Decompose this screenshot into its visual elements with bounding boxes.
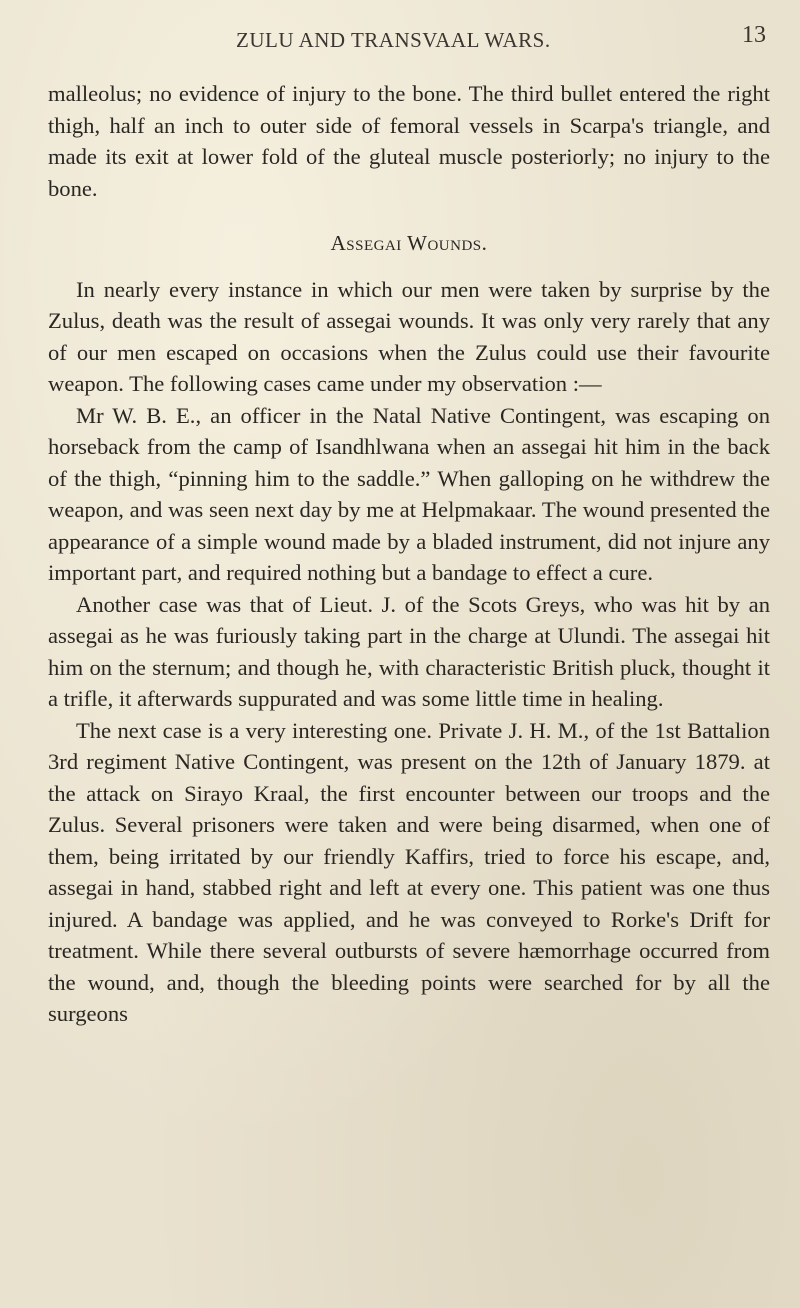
- paragraph-4: The next case is a very interesting one. Private J. H. M., of the 1st Battalion 3rd regiment Native Contingent, was present on the 12th of January 1879. at the attack on Sirayo Kraal, the first encounter between our troops and the Zulus. Several prisoners were taken and were being disarmed, when one of them, being irritated by our friendly Kaffirs, tried to force his escape, and, assegai in hand, stabbed right and left at every one. This patient was one thus injured. A bandage was applied, and he was conveyed to Rorke's Drift for treatment. While there several outbursts of severe hæmorrhage occurred from the wound, and, though the bleeding points were searched for by all the surgeons: [48, 717, 770, 1026]
- opening-paragraph: malleolus; no evidence of injury to the bone. The third bullet entered the right thigh, half an inch to outer side of femoral vessels in Scarpa's triangle, and made its exit at lower fold of the gluteal muscle posteriorly; no injury to the bone.: [48, 81, 770, 201]
- paragraph-1: In nearly every instance in which our men were taken by surprise by the Zulus, death was the result of assegai wounds. It was only very rarely that any of our men escaped on occasions when the Zulus could use their favourite weapon. The following cases came under my observation :—: [48, 276, 770, 396]
- paragraph-3: Another case was that of Lieut. J. of the Scots Greys, who was hit by an assegai as he was furiously taking part in the charge at Ulundi. The assegai hit him on the sternum; and though he, with characteristic British pluck, thought it a trifle, it afterwards suppurated and was some little time in healing.: [48, 591, 770, 711]
- running-title: ZULU AND TRANSVAAL WARS.: [236, 28, 551, 52]
- page-number: 13: [742, 22, 766, 48]
- paragraph-2: Mr W. B. E., an officer in the Natal Native Contingent, was escaping on horseback from the camp of Isandhlwana when an assegai hit him in the back of the thigh, “pinning him to the saddle.” When galloping on he withdrew the weapon, and was seen next day by me at Helpmakaar. The wound presented the appearance of a simple wound made by a bladed instrument, did not injure any important part, and required nothing but a bandage to effect a cure.: [48, 402, 770, 585]
- body-text: [48, 78, 770, 1030]
- section-heading: Assegai Wounds.: [330, 231, 488, 255]
